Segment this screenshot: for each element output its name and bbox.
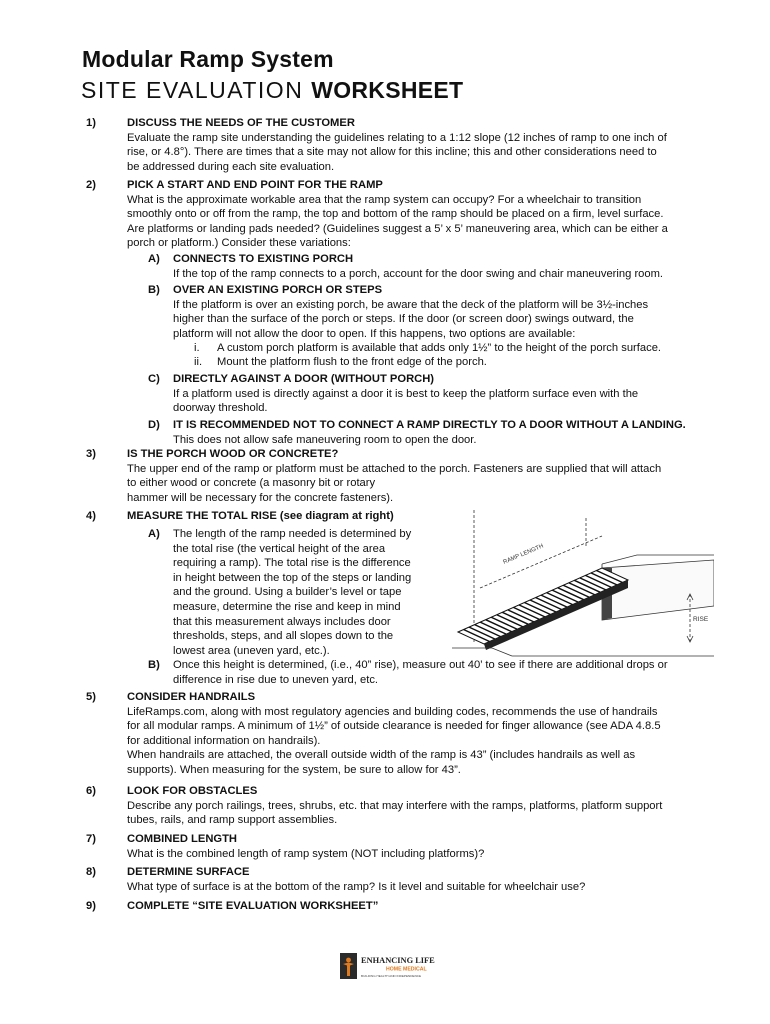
- sub-2b-label: B): [148, 284, 160, 296]
- sub-2c-label: C): [148, 373, 160, 385]
- sub-2d-label: D): [148, 419, 160, 431]
- section-9: [127, 899, 727, 914]
- ramp-length-label: RAMP LENGTH: [502, 543, 545, 566]
- sub-2a-line: If the top of the ramp connects to a porch, account for the door swing and chair maneuvering room.: [173, 267, 664, 280]
- section-6-line: tubes, rails, and ramp support assemblies.: [127, 814, 338, 827]
- section-7-heading: COMBINED LENGTH: [127, 833, 238, 845]
- rise-label: RISE: [693, 616, 709, 623]
- sub-4a-line: the total rise (the vertical height of the area: [173, 542, 386, 555]
- subtitle-bold: WORKSHEET: [311, 77, 464, 103]
- sub-2c-line: If a platform used is directly against a door it is best to keep the platform surface even with the: [173, 387, 639, 400]
- section-5-number: 5): [86, 691, 96, 703]
- section-2-line: What is the approximate workable area that the ramp system can occupy? For a wheelchair to transition: [127, 193, 642, 206]
- sub-4a-line: in height between the top of the steps or landing: [173, 571, 412, 584]
- section-7: [127, 832, 727, 861]
- page-title: Modular Ramp System: [82, 46, 334, 72]
- section-1-line: rise, or 4.8°). There are times that a site may not allow for this incline; this and other considerations need to: [127, 146, 657, 159]
- enhancing-life-logo: [340, 952, 450, 982]
- sub-2b-line: higher than the surface of the porch or steps. If the door (or screen door) swings outward, the: [173, 313, 634, 326]
- section-5-heading: CONSIDER HANDRAILS: [127, 691, 256, 703]
- logo-tagline: BUILDING HEALTH AND INDEPENDENCE: [361, 974, 422, 978]
- sub-4a-line: thresholds, steps, and all slopes down to the: [173, 630, 394, 643]
- sub-4a-line: and the ground. Using a builder’s level or tape: [173, 586, 402, 599]
- section-3-line: The upper end of the ramp or platform must be attached to the porch. Fasteners are supplied that will attach: [127, 462, 662, 475]
- section-4-heading: [127, 509, 447, 524]
- sub-2d: [173, 418, 733, 447]
- sub-4a-line: lowest area (uneven yard, etc.).: [173, 644, 330, 657]
- section-6-heading: LOOK FOR OBSTACLES: [127, 785, 258, 797]
- section-3-line: to either wood or concrete (a masonry bit or rotary: [127, 477, 376, 490]
- section-9-heading: COMPLETE “SITE EVALUATION WORKSHEET”: [127, 900, 379, 912]
- section-3-line: hammer will be necessary for the concrete fasteners).: [127, 491, 394, 504]
- roman-i-label: i.: [194, 342, 200, 354]
- section-8-line: What type of surface is at the bottom of the ramp? Is it level and suitable for wheelchair use?: [127, 880, 586, 893]
- section-2-line: porch or platform.) Consider these variations:: [127, 237, 351, 250]
- roman-ii-text: Mount the platform flush to the front edge of the porch.: [217, 356, 487, 368]
- section-2: [127, 178, 727, 251]
- section-5-line: for additional information on handrails).: [127, 734, 321, 747]
- section-2-line: smoothly onto or off from the ramp, the top and bottom of the ramp should be placed on a firm, level surface.: [127, 208, 664, 221]
- section-7-number: 7): [86, 833, 96, 845]
- sub-2a-heading: CONNECTS TO EXISTING PORCH: [173, 253, 354, 265]
- section-1: [127, 116, 727, 174]
- section-1-heading: DISCUSS THE NEEDS OF THE CUSTOMER: [127, 117, 355, 129]
- sub-2a-label: A): [148, 253, 160, 265]
- sub-2b-heading: OVER AN EXISTING PORCH OR STEPS: [173, 284, 383, 296]
- section-9-number: 9): [86, 900, 96, 912]
- subtitle-light: SITE EVALUATION: [81, 77, 312, 103]
- sub-4a: [173, 527, 443, 658]
- section-5: [127, 690, 727, 778]
- section-3-heading: IS THE PORCH WOOD OR CONCRETE?: [127, 448, 339, 460]
- section-5-line: supports). When measuring for the system, be sure to allow for 43”.: [127, 763, 461, 776]
- sub-4b-line: difference in rise due to uneven yard, etc.: [173, 673, 379, 686]
- sub-4a-line: requiring a ramp). The total rise is the difference: [173, 557, 411, 570]
- sub-2b: [173, 283, 723, 341]
- section-2-number: 2): [86, 179, 96, 191]
- section-4-number: 4): [86, 510, 96, 522]
- sub-2c-line: doorway threshold.: [173, 402, 268, 415]
- section-6-number: 6): [86, 785, 96, 797]
- section-8-number: 8): [86, 866, 96, 878]
- sub-2c: [173, 372, 723, 416]
- sub-4a-line: measure, determine the rise and keep in mind: [173, 600, 401, 613]
- section-1-line: be addressed during each site evaluation.: [127, 160, 335, 173]
- section-3: [127, 447, 727, 505]
- section-3-number: 3): [86, 448, 96, 460]
- roman-i-text: A custom porch platform is available that adds only 1½” to the height of the porch surface.: [217, 342, 662, 354]
- sub-2d-line: This does not allow safe maneuvering room to open the door.: [173, 433, 477, 446]
- section-6: [127, 784, 727, 828]
- section-5-line: When handrails are attached, the overall outside width of the ramp is 43” (includes handrails as well as: [127, 749, 636, 762]
- ramp-rise-diagram: [452, 508, 714, 658]
- section-7-line: What is the combined length of ramp system (NOT including platforms)?: [127, 847, 485, 860]
- sub-4b-label: B): [148, 659, 160, 671]
- section-5-line: for all modular ramps. A minimum of 1½” of outside clearance is needed for finger allowance (see ADA 4.8.5: [127, 720, 661, 733]
- sub-2d-heading: IT IS RECOMMENDED NOT TO CONNECT A RAMP DIRECTLY TO A DOOR WITHOUT A LANDING.: [173, 419, 686, 431]
- section-8-heading: DETERMINE SURFACE: [127, 866, 250, 878]
- sub-4b-line: Once this height is determined, (i.e., 40” rise), measure out 40’ to see if there are additional drops or: [173, 659, 668, 671]
- sub-4a-line: The length of the ramp needed is determined by: [173, 528, 412, 540]
- sub-2c-heading: DIRECTLY AGAINST A DOOR (WITHOUT PORCH): [173, 373, 435, 385]
- section-2-line: Are platforms or landing pads needed? (Guidelines suggest a 5’ x 5’ maneuvering area, which can be either a: [127, 222, 668, 235]
- sub-2a: [173, 252, 723, 281]
- section-6-line: Describe any porch railings, trees, shrubs, etc. that may interfere with the ramps, platforms, platform support: [127, 799, 663, 812]
- page-subtitle: [81, 77, 463, 104]
- section-1-number: 1): [86, 117, 96, 129]
- sub-4b: [173, 658, 733, 687]
- sub-2b-line: platform will not allow the door to open. If this happens, two options are available:: [173, 327, 576, 340]
- section-5-line: LifeRamps.com, along with most regulatory agencies and building codes, recommends the use of handrails: [127, 705, 658, 718]
- roman-ii-label: ii.: [194, 356, 203, 368]
- section-4-heading-text: MEASURE THE TOTAL RISE (see diagram at right): [127, 510, 394, 522]
- section-2-heading: PICK A START AND END POINT FOR THE RAMP: [127, 179, 383, 191]
- sub-2b-line: If the platform is over an existing porch, be aware that the deck of the platform will be 3½-inches: [173, 298, 649, 311]
- logo-sub: HOME MEDICAL: [386, 966, 427, 973]
- ramp-slats: [464, 570, 623, 641]
- section-1-line: Evaluate the ramp site understanding the guidelines relating to a 1:12 slope (12 inches of ramp to one inch of: [127, 131, 667, 144]
- section-8: [127, 865, 727, 894]
- logo-name: ENHANCING LIFE: [361, 956, 435, 965]
- sub-4a-label: A): [148, 528, 160, 540]
- sub-4a-line: that this measurement always includes door: [173, 615, 391, 628]
